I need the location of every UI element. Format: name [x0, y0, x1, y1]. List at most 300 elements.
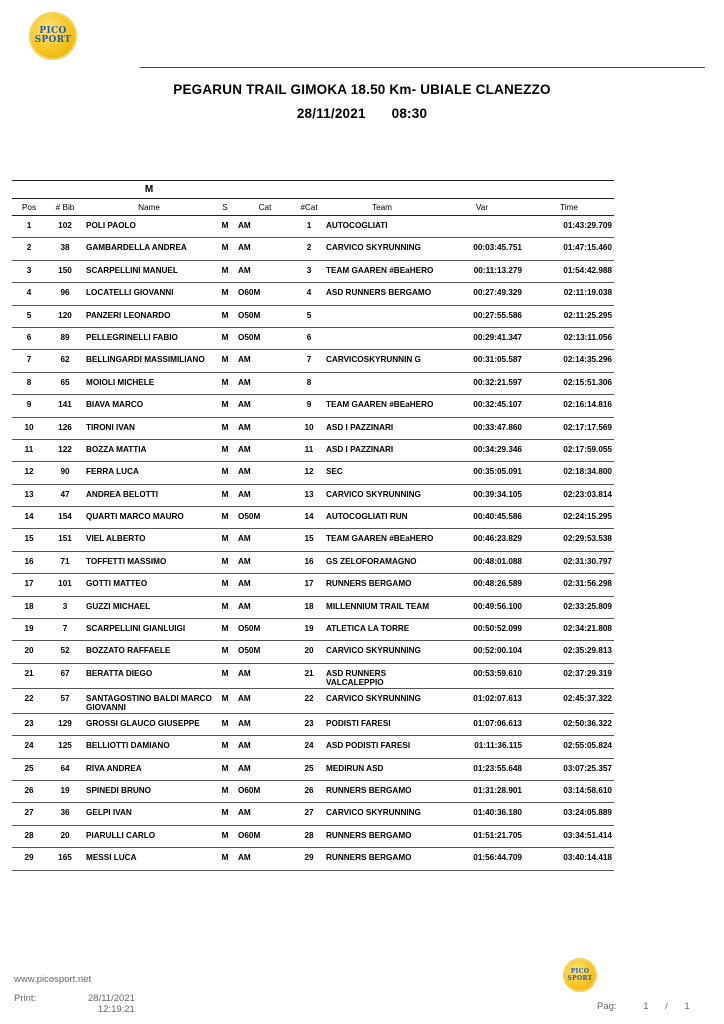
footer-url: www.picosport.net — [14, 974, 92, 985]
cell-sex: M — [221, 310, 229, 320]
cell-cat: AM — [238, 601, 251, 611]
picosport-logo-footer — [563, 958, 597, 992]
cell-sex: M — [221, 579, 229, 589]
cell-pos: 29 — [24, 853, 34, 863]
cell-team: RUNNERS BERGAMO — [326, 853, 412, 863]
cell-cat: O50M — [238, 646, 261, 656]
cell-pos: 2 — [26, 243, 32, 253]
cell-team: CARVICO SKYRUNNING — [326, 808, 421, 818]
page-total: 1 — [684, 1001, 690, 1012]
table-row — [12, 529, 614, 551]
cell-cat: O60M — [238, 830, 261, 840]
cell-bib: 62 — [60, 355, 70, 365]
cell-var: 00:34:29.346 — [473, 444, 522, 454]
cell-name: VIEL ALBERTO — [86, 534, 146, 544]
cell-catpos: 23 — [304, 718, 314, 728]
race-datetime — [0, 106, 724, 121]
cell-catpos: 28 — [304, 830, 314, 840]
cell-sex: M — [221, 668, 229, 678]
cell-var: 00:33:47.860 — [473, 422, 522, 432]
cell-var: 00:35:05.091 — [473, 467, 522, 477]
cell-name: GOTTI MATTEO — [86, 579, 148, 589]
cell-name: FERRA LUCA — [86, 467, 139, 477]
cell-cat: AM — [238, 741, 251, 751]
cell-name: GROSSI GLAUCO GIUSEPPE — [86, 718, 200, 728]
cell-team: CARVICO SKYRUNNING — [326, 646, 421, 656]
cell-pos: 3 — [26, 265, 32, 275]
cell-var: 00:48:01.088 — [473, 556, 522, 566]
results-table — [12, 180, 614, 871]
table-row — [12, 736, 614, 758]
cell-team: TEAM GAAREN #BEaHERO — [326, 265, 434, 275]
cell-sex: M — [221, 355, 229, 365]
cell-team: CARVICO SKYRUNNING — [326, 489, 421, 499]
col-header-cat: Cat — [236, 199, 294, 216]
cell-pos: 24 — [24, 741, 34, 751]
table-row — [12, 372, 614, 394]
cell-cat: AM — [238, 444, 251, 454]
cell-var: 00:39:34.105 — [473, 489, 522, 499]
cell-pos: 15 — [24, 534, 34, 544]
cell-pos: 12 — [24, 467, 34, 477]
logo-text-line2: SPORT — [34, 35, 72, 45]
cell-sex: M — [221, 534, 229, 544]
cell-bib: 36 — [60, 808, 70, 818]
cell-pos: 25 — [24, 763, 34, 773]
table-row — [12, 216, 614, 238]
group-label: M — [84, 181, 214, 199]
cell-time: 02:17:59.055 — [563, 444, 612, 454]
cell-pos: 4 — [26, 288, 32, 298]
cell-catpos: 15 — [304, 534, 314, 544]
page-separator: / — [665, 1001, 668, 1012]
cell-bib: 101 — [58, 579, 72, 589]
cell-team: SEC — [326, 467, 343, 477]
race-time: 08:30 — [391, 106, 428, 121]
cell-name: PIARULLI CARLO — [86, 830, 156, 840]
cell-bib: 65 — [60, 377, 70, 387]
cell-pos: 18 — [24, 601, 34, 611]
cell-name: GUZZI MICHAEL — [86, 601, 151, 611]
cell-name: SCARPELLINI MANUEL — [86, 265, 178, 275]
col-header-catpos: #Cat — [294, 199, 324, 216]
cell-catpos: 20 — [304, 646, 314, 656]
cell-catpos: 24 — [304, 741, 314, 751]
cell-time: 02:50:36.322 — [563, 718, 612, 728]
page-label: Pag: — [597, 1001, 617, 1012]
cell-cat: AM — [238, 693, 251, 703]
cell-time: 02:23:03.814 — [563, 489, 612, 499]
cell-cat: O60M — [238, 785, 261, 795]
table-row — [12, 417, 614, 439]
cell-name: BOZZA MATTIA — [86, 444, 147, 454]
cell-bib: 19 — [60, 785, 70, 795]
cell-sex: M — [221, 830, 229, 840]
picosport-logo — [29, 12, 77, 60]
cell-bib: 102 — [58, 221, 72, 230]
cell-var: 00:48:26.589 — [473, 579, 522, 589]
cell-bib: 3 — [62, 601, 68, 611]
cell-team — [324, 327, 440, 349]
cell-var: 00:49:56.100 — [473, 601, 522, 611]
cell-bib: 52 — [60, 646, 70, 656]
cell-sex: M — [221, 400, 229, 410]
cell-cat: AM — [238, 355, 251, 365]
cell-cat: O50M — [238, 512, 261, 522]
table-row — [12, 260, 614, 282]
cell-name: BELLINGARDI MASSIMILIANO — [86, 355, 205, 365]
cell-catpos: 2 — [306, 243, 312, 253]
cell-cat: AM — [238, 221, 251, 230]
table-row — [12, 825, 614, 847]
cell-cat: O50M — [238, 310, 261, 320]
cell-name: PANZERI LEONARDO — [86, 310, 171, 320]
cell-name: LOCATELLI GIOVANNI — [86, 288, 174, 298]
cell-team: RUNNERS BERGAMO — [326, 579, 412, 589]
page-indicator — [597, 1001, 690, 1012]
cell-var: 01:23:55.648 — [473, 763, 522, 773]
cell-pos: 13 — [24, 489, 34, 499]
col-header-sex: S — [214, 199, 236, 216]
cell-bib: 125 — [58, 741, 72, 751]
cell-bib: 165 — [58, 853, 72, 863]
cell-pos: 26 — [24, 785, 34, 795]
cell-team: GS ZELOFORAMAGNO — [326, 556, 417, 566]
cell-time: 02:45:37.322 — [563, 693, 612, 703]
footer-print-datetime — [88, 993, 135, 1015]
cell-time: 02:29:53.538 — [563, 534, 612, 544]
cell-pos: 8 — [26, 377, 32, 387]
cell-team: ATLETICA LA TORRE — [326, 624, 410, 634]
cell-sex: M — [221, 693, 229, 703]
cell-catpos: 10 — [304, 422, 314, 432]
cell-var: 01:51:21.705 — [473, 830, 522, 840]
cell-name: GELPI IVAN — [86, 808, 132, 818]
cell-catpos: 27 — [304, 808, 314, 818]
cell-team: PODISTI FARESI — [326, 718, 391, 728]
cell-bib: 57 — [60, 693, 70, 703]
cell-pos: 23 — [24, 718, 34, 728]
cell-sex: M — [221, 489, 229, 499]
cell-time: 02:55:05.824 — [563, 741, 612, 751]
cell-cat: AM — [238, 556, 251, 566]
cell-pos: 6 — [26, 332, 32, 342]
cell-name: QUARTI MARCO MAURO — [86, 512, 184, 522]
cell-var: 01:31:28.901 — [473, 785, 522, 795]
cell-pos: 11 — [24, 444, 34, 454]
footer-print-time: 12:19:21 — [97, 1004, 135, 1015]
table-row — [12, 395, 614, 417]
cell-pos: 22 — [24, 693, 34, 703]
cell-cat: AM — [238, 668, 251, 678]
cell-time: 02:11:25.295 — [563, 310, 612, 320]
cell-pos: 27 — [24, 808, 34, 818]
cell-catpos: 6 — [306, 332, 312, 342]
cell-cat: AM — [238, 467, 251, 477]
cell-catpos: 17 — [304, 579, 314, 589]
cell-catpos: 18 — [304, 601, 314, 611]
cell-team: AUTOCOGLIATI RUN — [326, 512, 408, 522]
cell-bib: 126 — [58, 422, 72, 432]
cell-var: 00:03:45.751 — [473, 243, 522, 253]
cell-time: 02:24:15.295 — [563, 512, 612, 522]
table-row — [12, 663, 614, 688]
cell-name: MOIOLI MICHELE — [86, 377, 155, 387]
cell-var: 00:29:41.347 — [473, 332, 522, 342]
cell-cat: AM — [238, 422, 251, 432]
table-row — [12, 484, 614, 506]
cell-name: SANTAGOSTINO BALDI MARCO GIOVANNI — [86, 693, 212, 713]
col-header-pos: Pos — [12, 199, 46, 216]
cell-time: 03:14:58.610 — [563, 785, 612, 795]
cell-bib: 120 — [58, 310, 72, 320]
cell-time: 03:07:25.357 — [563, 763, 612, 773]
cell-catpos: 14 — [304, 512, 314, 522]
page-current: 1 — [643, 1001, 649, 1012]
table-row — [12, 462, 614, 484]
logo-footer-line2: SPORT — [567, 975, 593, 982]
cell-bib: 71 — [60, 556, 70, 566]
cell-sex: M — [221, 808, 229, 818]
cell-var: 01:40:36.180 — [473, 808, 522, 818]
cell-var: 00:32:45.107 — [473, 400, 522, 410]
cell-bib: 141 — [58, 400, 72, 410]
group-header-row — [12, 181, 614, 199]
cell-bib: 151 — [58, 534, 72, 544]
cell-catpos: 1 — [306, 221, 312, 230]
cell-sex: M — [221, 444, 229, 454]
cell-sex: M — [221, 785, 229, 795]
cell-team: TEAM GAAREN #BEaHERO — [326, 400, 434, 410]
cell-catpos: 21 — [304, 668, 314, 678]
table-row — [12, 619, 614, 641]
table-row — [12, 551, 614, 573]
table-row — [12, 283, 614, 305]
table-row — [12, 238, 614, 260]
cell-name: BELLIOTTI DAMIANO — [86, 741, 170, 751]
logo-text-line1: PICO — [39, 26, 67, 36]
col-header-name: Name — [84, 199, 214, 216]
col-header-bib: # Bib — [46, 199, 84, 216]
cell-var: 00:27:49.329 — [473, 288, 522, 298]
cell-sex: M — [221, 332, 229, 342]
cell-time: 03:40:14.418 — [563, 853, 612, 863]
column-header-row — [12, 199, 614, 216]
cell-catpos: 29 — [304, 853, 314, 863]
cell-catpos: 7 — [306, 355, 312, 365]
cell-catpos: 12 — [304, 467, 314, 477]
cell-name: SCARPELLINI GIANLUIGI — [86, 624, 186, 634]
cell-time: 02:13:11.056 — [563, 332, 612, 342]
cell-pos: 9 — [26, 400, 32, 410]
results-body — [12, 216, 614, 871]
cell-cat: AM — [238, 718, 251, 728]
cell-time: 02:14:35.296 — [563, 355, 612, 365]
cell-var: 00:52:00.104 — [473, 646, 522, 656]
cell-sex: M — [221, 422, 229, 432]
table-row — [12, 848, 614, 870]
cell-bib: 20 — [60, 830, 70, 840]
cell-sex: M — [221, 288, 229, 298]
cell-sex: M — [221, 853, 229, 863]
cell-time: 01:47:15.460 — [563, 243, 612, 253]
cell-pos: 21 — [24, 668, 34, 678]
cell-team — [324, 305, 440, 327]
cell-var: 01:11:36.115 — [474, 741, 522, 751]
cell-bib: 89 — [60, 332, 70, 342]
cell-pos: 17 — [24, 579, 34, 589]
cell-time: 03:34:51.414 — [563, 830, 612, 840]
cell-sex: M — [221, 512, 229, 522]
cell-name: ANDREA BELOTTI — [86, 489, 159, 499]
cell-team: CARVICO SKYRUNNING — [326, 243, 421, 253]
cell-time: 02:37:29.319 — [563, 668, 612, 678]
cell-bib: 67 — [60, 668, 70, 678]
cell-catpos: 5 — [306, 310, 312, 320]
cell-cat: AM — [238, 377, 251, 387]
cell-var: 00:31:05.587 — [473, 355, 522, 365]
cell-name: TIRONI IVAN — [86, 422, 135, 432]
cell-sex: M — [221, 624, 229, 634]
cell-var: 00:46:23.829 — [473, 534, 522, 544]
cell-pos: 14 — [24, 512, 34, 522]
table-row — [12, 596, 614, 618]
cell-sex: M — [221, 467, 229, 477]
cell-name: SPINEDI BRUNO — [86, 785, 152, 795]
cell-sex: M — [221, 377, 229, 387]
cell-cat: AM — [238, 763, 251, 773]
cell-time: 02:35:29.813 — [563, 646, 612, 656]
col-header-team: Team — [324, 199, 440, 216]
cell-name: TOFFETTI MASSIMO — [86, 556, 167, 566]
cell-var: 01:02:07.613 — [473, 693, 522, 703]
table-row — [12, 713, 614, 735]
cell-team: MEDIRUN ASD — [326, 763, 384, 773]
cell-catpos: 8 — [306, 377, 312, 387]
cell-team: CARVICO SKYRUNNING — [326, 693, 421, 703]
cell-bib: 38 — [60, 243, 70, 253]
cell-catpos: 22 — [304, 693, 314, 703]
footer-print-date: 28/11/2021 — [88, 993, 135, 1004]
cell-cat: AM — [238, 808, 251, 818]
cell-catpos: 9 — [306, 400, 312, 410]
cell-team: ASD I PAZZINARI — [326, 444, 394, 454]
cell-bib: 122 — [58, 444, 72, 454]
cell-name: BOZZATO RAFFAELE — [86, 646, 171, 656]
cell-catpos: 26 — [304, 785, 314, 795]
cell-team: ASD RUNNERS BERGAMO — [326, 288, 432, 298]
cell-name: BIAVA MARCO — [86, 400, 144, 410]
cell-pos: 20 — [24, 646, 34, 656]
cell-catpos: 3 — [306, 265, 312, 275]
cell-team: AUTOCOGLIATI — [326, 221, 388, 230]
cell-cat: AM — [238, 853, 251, 863]
cell-pos: 28 — [24, 830, 34, 840]
cell-time: 02:17:17.569 — [563, 422, 612, 432]
cell-pos: 16 — [24, 556, 34, 566]
cell-name: BERATTA DIEGO — [86, 668, 153, 678]
cell-name: RIVA ANDREA — [86, 763, 142, 773]
cell-catpos: 13 — [304, 489, 314, 499]
cell-bib: 96 — [60, 288, 70, 298]
cell-sex: M — [221, 243, 229, 253]
cell-bib: 47 — [60, 489, 70, 499]
cell-cat: AM — [238, 489, 251, 499]
table-row — [12, 327, 614, 349]
cell-cat: AM — [238, 243, 251, 253]
cell-name: POLI PAOLO — [86, 221, 136, 230]
cell-sex: M — [221, 646, 229, 656]
cell-team: RUNNERS BERGAMO — [326, 830, 412, 840]
cell-time: 03:24:05.889 — [563, 808, 612, 818]
cell-name: PELLEGRINELLI FABIO — [86, 332, 178, 342]
footer-print-label: Print: — [14, 993, 37, 1004]
cell-team: MILLENNIUM TRAIL TEAM — [326, 601, 430, 611]
race-date: 28/11/2021 — [296, 106, 366, 121]
table-row — [12, 758, 614, 780]
cell-cat: O50M — [238, 332, 261, 342]
cell-time: 01:54:42.988 — [563, 265, 612, 275]
cell-time: 01:43:29.709 — [563, 221, 612, 230]
cell-bib: 129 — [58, 718, 72, 728]
cell-catpos: 4 — [306, 288, 312, 298]
table-row — [12, 780, 614, 802]
table-row — [12, 641, 614, 663]
cell-team: ASD I PAZZINARI — [326, 422, 394, 432]
cell-sex: M — [221, 741, 229, 751]
cell-team: TEAM GAAREN #BEaHERO — [326, 534, 434, 544]
cell-catpos: 16 — [304, 556, 314, 566]
table-row — [12, 688, 614, 713]
cell-team — [324, 372, 440, 394]
race-title: PEGARUN TRAIL GIMOKA 18.50 Km- UBIALE CLANEZZO — [173, 82, 551, 97]
table-row — [12, 803, 614, 825]
cell-time: 02:11:19.038 — [563, 288, 612, 298]
cell-var: 00:40:45.586 — [473, 512, 522, 522]
table-row — [12, 574, 614, 596]
cell-team: RUNNERS BERGAMO — [326, 785, 412, 795]
cell-catpos: 11 — [304, 444, 314, 454]
cell-bib: 154 — [58, 512, 72, 522]
cell-bib: 64 — [60, 763, 70, 773]
cell-pos: 1 — [26, 221, 32, 230]
cell-var: 00:53:59.610 — [473, 668, 522, 678]
cell-name: MESSI LUCA — [86, 853, 137, 863]
cell-time: 02:33:25.809 — [563, 601, 612, 611]
cell-sex: M — [221, 556, 229, 566]
cell-pos: 7 — [26, 355, 32, 365]
cell-catpos: 19 — [304, 624, 314, 634]
cell-cat: AM — [238, 579, 251, 589]
cell-cat: AM — [238, 265, 251, 275]
col-header-var: Var — [440, 199, 524, 216]
cell-team: ASD PODISTI FARESI — [326, 741, 411, 751]
cell-var: 00:11:13.279 — [473, 265, 522, 275]
cell-sex: M — [221, 221, 229, 230]
cell-catpos: 25 — [304, 763, 314, 773]
cell-cat: AM — [238, 400, 251, 410]
cell-var: 00:50:52.099 — [473, 624, 522, 634]
table-row — [12, 439, 614, 461]
cell-cat: AM — [238, 534, 251, 544]
cell-var: 00:32:21.597 — [473, 377, 522, 387]
cell-var: 01:56:44.709 — [473, 853, 522, 863]
cell-team: CARVICOSKYRUNNIN G — [326, 355, 421, 365]
cell-team: ASD RUNNERS VALCALEPPIO — [326, 668, 387, 688]
cell-pos: 5 — [26, 310, 32, 320]
cell-sex: M — [221, 718, 229, 728]
cell-sex: M — [221, 265, 229, 275]
